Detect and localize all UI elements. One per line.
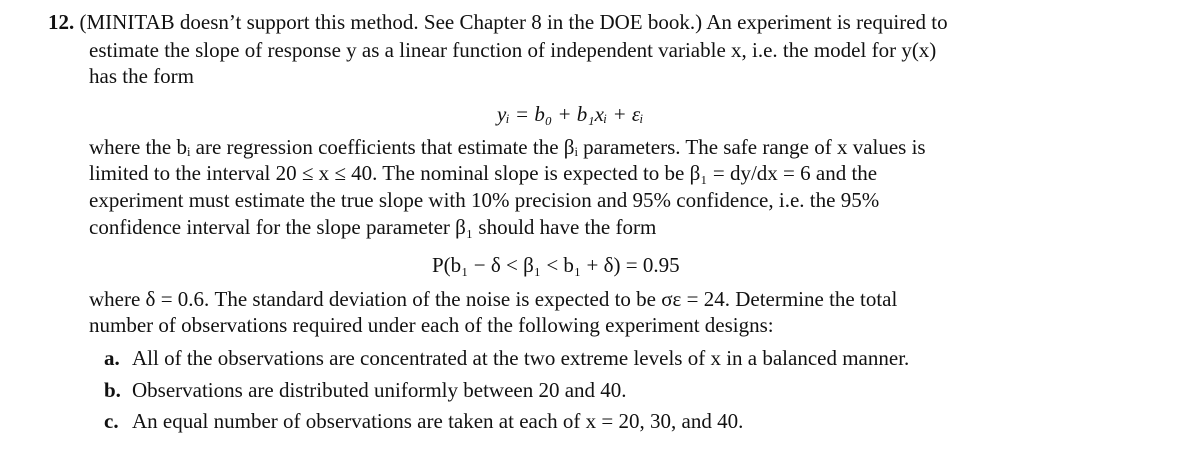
problem-number: 12. [48,10,75,34]
list-item-text: An equal number of observations are taken at each of x = 20, 30, and 40. [132,409,744,433]
list-item-letter: a. [104,346,120,370]
para2-line-1: where the bᵢ are regression coefficients that estimate the βᵢ parameters. The safe range of x values is [89,135,926,159]
list-item-c [104,408,743,434]
para3-line-1: where δ = 0.6. The standard deviation of the noise is expected to be σε = 24. Determine the total [89,287,898,311]
list-item-letter: c. [104,409,119,433]
list-item-a [104,345,909,371]
para2-line-2: limited to the interval 20 ≤ x ≤ 40. The nominal slope is expected to be β₁ = dy/dx = 6 and the [89,161,878,185]
list-item-letter: b. [104,378,121,402]
intro-line-2: estimate the slope of response y as a linear function of independent variable x, i.e. the model for y(x) [89,38,937,62]
para2-line-4: confidence interval for the slope parameter β₁ should have the form [89,215,657,239]
problem-line-1 [48,9,948,35]
confidence-interval-equation: P(b₁ − δ < β₁ < b₁ + δ) = 0.95 [432,253,680,277]
para2-line-3: experiment must estimate the true slope with 10% precision and 95% confidence, i.e. the 95% [89,188,880,212]
model-equation: yᵢ = b₀ + b₁xᵢ + εᵢ [497,102,644,126]
para3-line-2: number of observations required under each of the following experiment designs: [89,313,774,337]
list-item-b [104,377,627,403]
list-item-text: Observations are distributed uniformly between 20 and 40. [132,378,627,402]
intro-line-3: has the form [89,64,194,88]
intro-line-1: (MINITAB doesn’t support this method. See Chapter 8 in the DOE book.) An experiment is required to [79,10,948,34]
list-item-text: All of the observations are concentrated at the two extreme levels of x in a balanced manner. [132,346,910,370]
